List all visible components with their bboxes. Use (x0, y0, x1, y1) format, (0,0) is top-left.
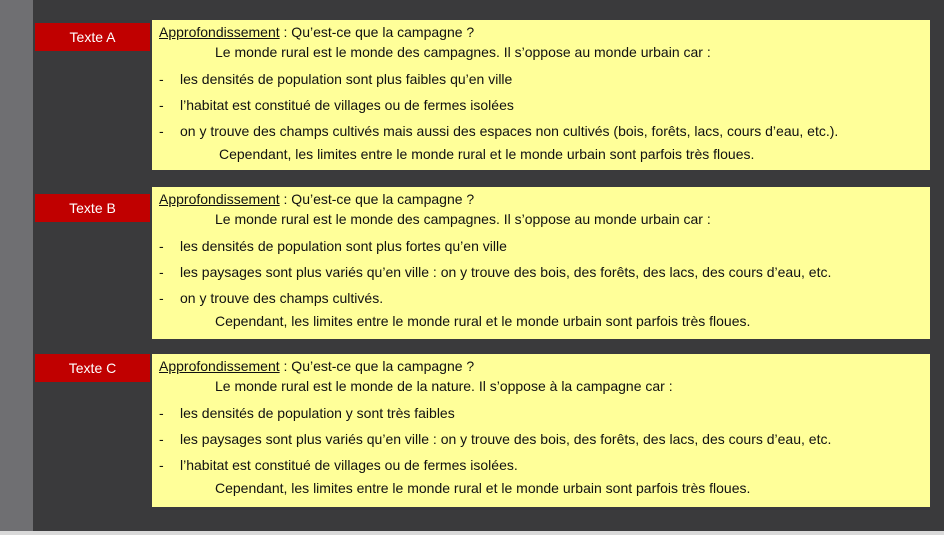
bullet-dash: - (159, 431, 164, 447)
list-item (159, 259, 924, 285)
tag-texte-b: Texte B (35, 194, 150, 222)
list-item (159, 118, 924, 144)
panel-texte-b (152, 187, 930, 339)
tag-texte-a: Texte A (35, 23, 150, 51)
list-item-text: les densités de population sont plus fortes qu’en ville (180, 238, 507, 254)
bottom-strip (0, 531, 944, 535)
bullet-dash: - (159, 264, 164, 280)
conclusion-text: Cependant, les limites entre le monde rural et le monde urbain sont parfois très floues. (215, 480, 751, 496)
bullet-dash: - (159, 238, 164, 254)
bullet-dash: - (159, 123, 164, 139)
panel-title (159, 356, 924, 376)
bullet-dash: - (159, 457, 164, 473)
bullet-dash: - (159, 405, 164, 421)
list-item (159, 452, 924, 478)
title-rest: : Qu’est-ce que la campagne ? (279, 24, 475, 40)
conclusion-text: Cependant, les limites entre le monde rural et le monde urbain sont parfois très floues. (215, 313, 751, 329)
bullet-dash: - (159, 97, 164, 113)
list-item-text: l’habitat est constitué de villages ou de fermes isolées. (180, 457, 518, 473)
panel-texte-c (152, 354, 930, 507)
list-item (159, 92, 924, 118)
title-underlined: Approfondissement (159, 191, 280, 207)
list-item (159, 233, 924, 259)
list-item-text: l’habitat est constitué de villages ou de fermes isolées (180, 97, 514, 113)
list-item-text: les paysages sont plus variés qu’en ville : on y trouve des bois, des forêts, des lacs, des cours d’eau, etc. (180, 431, 832, 447)
list-item-text: on y trouve des champs cultivés. (180, 290, 384, 306)
bullet-dash: - (159, 71, 164, 87)
conclusion-text: Cependant, les limites entre le monde rural et le monde urbain sont parfois très floues. (219, 146, 755, 162)
list-item (159, 400, 924, 426)
tag-texte-c: Texte C (35, 354, 150, 382)
list-item (159, 66, 924, 92)
list-item-text: les paysages sont plus variés qu’en ville : on y trouve des bois, des forêts, des lacs, des cours d’eau, etc. (180, 264, 832, 280)
left-gutter (0, 0, 33, 535)
list-item-text: les densités de population sont plus faibles qu’en ville (180, 71, 513, 87)
title-rest: : Qu’est-ce que la campagne ? (279, 191, 475, 207)
panel-title (159, 189, 924, 209)
panel-texte-a (152, 20, 930, 170)
panel-title (159, 22, 924, 42)
title-rest: : Qu’est-ce que la campagne ? (279, 358, 475, 374)
list-item-text: les densités de population y sont très faibles (180, 405, 455, 421)
title-underlined: Approfondissement (159, 24, 280, 40)
intro-text: Le monde rural est le monde des campagnes. Il s’oppose au monde urbain car : (215, 211, 711, 227)
bullet-dash: - (159, 290, 164, 306)
slide (33, 0, 944, 531)
list-item-text: on y trouve des champs cultivés mais aussi des espaces non cultivés (bois, forêts, lacs, cours d’eau, etc.). (180, 123, 839, 139)
intro-text: Le monde rural est le monde des campagnes. Il s’oppose au monde urbain car : (215, 44, 711, 60)
intro-text: Le monde rural est le monde de la nature. Il s’oppose à la campagne car : (215, 378, 673, 394)
list-item (159, 285, 924, 311)
title-underlined: Approfondissement (159, 358, 280, 374)
list-item (159, 426, 924, 452)
